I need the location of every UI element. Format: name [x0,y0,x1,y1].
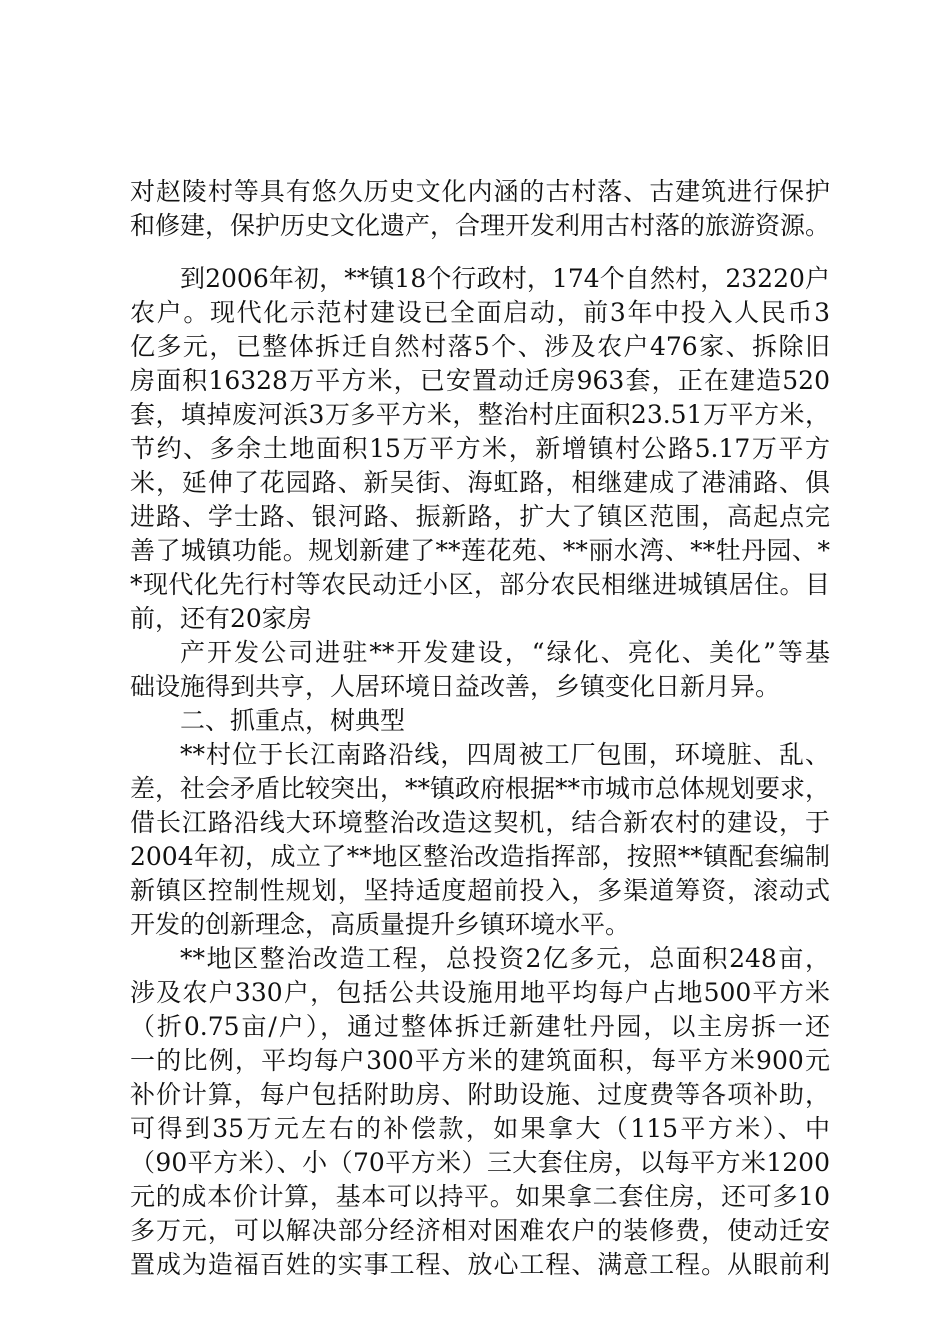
text-line: 涉及农户330户，包括公共设施用地平均每户占地500平方米 [130,978,830,1007]
text-line: 开发的创新理念，高质量提升乡镇环境水平。 [130,910,631,939]
text-line: *现代化先行村等农民动迁小区，部分农民相继进城镇居住。目 [130,570,830,599]
text-line: 差，社会矛盾比较突出，**镇政府根据**市城市总体规划要求， [130,774,831,803]
text-line: 善了城镇功能。规划新建了**莲花苑、**丽水湾、**牡丹园、* [130,536,830,565]
text-line: 新镇区控制性规划，坚持适度超前投入，多渠道筹资，滚动式 [130,876,830,905]
paragraph-heritage [130,175,830,243]
text-line: 元的成本价计算，基本可以持平。如果拿二套住房，还可多10 [130,1182,830,1211]
text-line: 米，延伸了花园路、新吴街、海虹路，相继建成了港浦路、俱 [130,468,830,497]
text-line: 农户。现代化示范村建设已全面启动，前3年中投入人民币3 [130,298,830,327]
text-line: 置成为造福百姓的实事工程、放心工程、满意工程。从眼前利 [130,1250,830,1279]
text-line: 2004年初，成立了**地区整治改造指挥部，按照**镇配套编制 [130,842,830,871]
text-line: 和修建，保护历史文化遗产，合理开发利用古村落的旅游资源。 [130,211,831,240]
text-line: （折0.75亩/户），通过整体拆迁新建牡丹园，以主房拆一还 [130,1012,830,1041]
text-line: 对赵陵村等具有悠久历史文化内涵的古村落、古建筑进行保护 [130,177,830,206]
text-line: 房面积16328万平方米，已安置动迁房963套，正在建造520 [130,366,830,395]
text-line: 节约、多余土地面积15万平方米，新增镇村公路5.17万平方 [130,434,830,463]
text-line: **村位于长江南路沿线，四周被工厂包围，环境脏、乱、 [180,740,830,769]
text-line: 可得到35万元左右的补偿款，如果拿大（115平方米）、中 [130,1114,830,1143]
text-line: 亿多元，已整体拆迁自然村落5个、涉及农户476家、拆除旧 [130,332,830,361]
text-line: 到2006年初，**镇18个行政村，174个自然村，23220户 [180,264,830,293]
section-heading: 二、抓重点，树典型 [180,706,406,735]
text-line: 前，还有20家房 [130,604,312,633]
text-line: 产开发公司进驻**开发建设，“绿化、亮化、美化”等基 [180,638,830,667]
main-body-text [130,262,830,1282]
text-line: **地区整治改造工程，总投资2亿多元，总面积248亩， [180,944,830,973]
text-line: 多万元，可以解决部分经济相对困难农户的装修费，使动迁安 [130,1216,830,1245]
text-line: 进路、学士路、银河路、振新路，扩大了镇区范围，高起点完 [130,502,830,531]
text-line: 借长江路沿线大环境整治改造这契机，结合新农村的建设，于 [130,808,830,837]
text-line: 一的比例，平均每户300平方米的建筑面积，每平方米900元 [130,1046,830,1075]
text-line: 补价计算，每户包括附助房、附助设施、过度费等各项补助， [130,1080,830,1109]
text-line: 础设施得到共亨，人居环境日益改善，乡镇变化日新月异。 [130,672,781,701]
text-line: （90平方米）、小（70平方米）三大套住房，以每平方米1200 [130,1148,830,1177]
text-line: 套，填掉废河浜3万多平方米，整治村庄面积23.51万平方米， [130,400,830,429]
